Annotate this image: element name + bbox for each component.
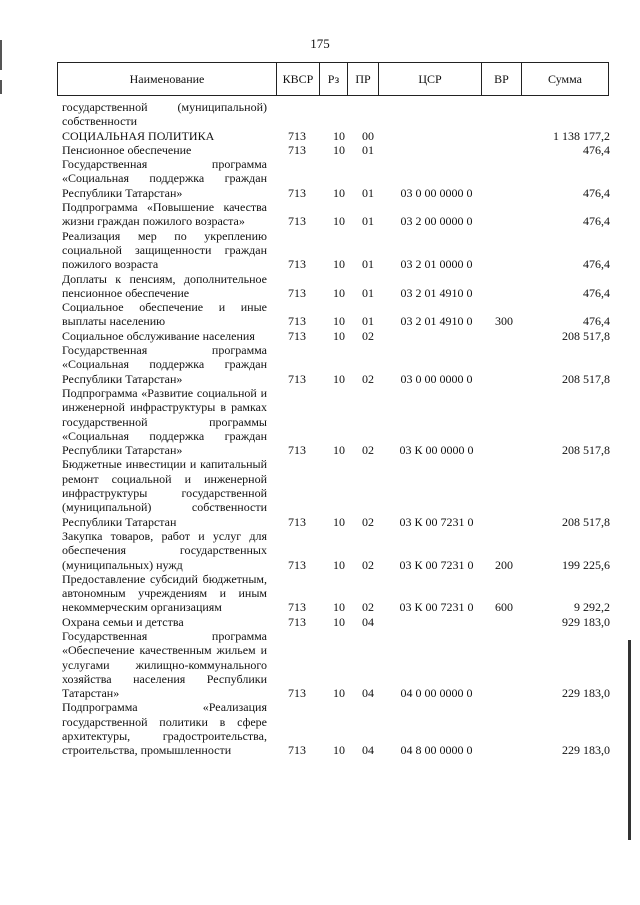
cell-pr: 02 — [362, 371, 374, 386]
cell-pr: 02 — [362, 328, 374, 343]
header-csr: ЦСР — [379, 63, 482, 95]
table-row — [62, 329, 610, 343]
cell-csr: 03 К 00 0000 0 — [399, 443, 474, 458]
cell-sum: 476,4 — [583, 214, 610, 229]
cell-csr: 03 0 00 0000 0 — [400, 185, 473, 200]
page-number: 175 — [310, 36, 330, 51]
cell-name: Охрана семьи и детства — [62, 614, 184, 629]
cell-rz: 10 — [333, 314, 345, 329]
cell-pr: 01 — [362, 214, 374, 229]
cell-name: Государственная программа «Социальная поддержка граждан Республики Татарстан» — [62, 343, 267, 386]
cell-sum: 476,4 — [583, 257, 610, 272]
cell-rz: 10 — [333, 257, 345, 272]
cell-pr: 00 — [362, 128, 374, 143]
cell-kvsr: 713 — [288, 128, 306, 143]
cell-sum: 476,4 — [583, 285, 610, 300]
cell-pr: 04 — [362, 686, 374, 701]
cell-kvsr: 713 — [288, 328, 306, 343]
cell-kvsr: 713 — [288, 514, 306, 529]
table-row — [62, 229, 610, 272]
cell-name: Подпрограмма «Повышение качества жизни граждан пожилого возраста» — [62, 200, 267, 229]
cell-pr: 01 — [362, 285, 374, 300]
cell-sum: 1 138 177,2 — [553, 128, 610, 143]
cell-sum: 476,4 — [583, 185, 610, 200]
header-pr: ПР — [348, 63, 379, 95]
cell-sum: 9 292,2 — [574, 600, 610, 615]
cell-csr: 03 2 01 0000 0 — [400, 257, 473, 272]
cell-rz: 10 — [333, 514, 345, 529]
header-vr: ВР — [482, 63, 522, 95]
cell-sum: 476,4 — [583, 142, 610, 157]
cell-rz: 10 — [333, 371, 345, 386]
table-header — [57, 62, 609, 96]
table-row — [62, 457, 610, 528]
cell-csr: 04 8 00 0000 0 — [400, 743, 473, 758]
cell-sum: 199 225,6 — [562, 557, 610, 572]
cell-kvsr: 713 — [288, 371, 306, 386]
cell-name: Бюджетные инвестиции и капитальный ремонт социальной и инженерной инфраструктуры государственной (муниципальной) собственности Республики Татарстан — [62, 457, 267, 529]
table-row — [62, 343, 610, 386]
header-name: Наименование — [58, 63, 277, 95]
cell-pr: 02 — [362, 443, 374, 458]
header-rz: Рз — [320, 63, 348, 95]
cell-csr: 03 2 00 0000 0 — [400, 214, 473, 229]
cell-kvsr: 713 — [288, 600, 306, 615]
cell-pr: 04 — [362, 614, 374, 629]
cell-name: государственной (муниципальной) собственности — [62, 100, 267, 129]
cell-name: Подпрограмма «Реализация государственной политики в сфере архитектуры, градостроительства, строительства, промышленности — [62, 700, 267, 758]
cell-name: Социальное обслуживание населения — [62, 328, 255, 343]
cell-name: Государственная программа «Социальная поддержка граждан Республики Татарстан» — [62, 157, 267, 200]
cell-rz: 10 — [333, 328, 345, 343]
cell-pr: 01 — [362, 257, 374, 272]
cell-kvsr: 713 — [288, 314, 306, 329]
cell-name: Подпрограмма «Развитие социальной и инженерной инфраструктуры в рамках государственной программы «Социальная поддержка граждан Республики Татарстан» — [62, 385, 267, 458]
table-row — [62, 157, 610, 200]
cell-kvsr: 713 — [288, 443, 306, 458]
cell-vr: 200 — [495, 557, 513, 572]
cell-sum: 208 517,8 — [562, 371, 610, 386]
cell-name: Доплаты к пенсиям, дополнительное пенсионное обеспечение — [62, 271, 267, 300]
cell-kvsr: 713 — [288, 285, 306, 300]
table-row — [62, 629, 610, 700]
cell-sum: 229 183,0 — [562, 743, 610, 758]
cell-kvsr: 713 — [288, 614, 306, 629]
cell-rz: 10 — [333, 600, 345, 615]
cell-kvsr: 713 — [288, 185, 306, 200]
cell-name: СОЦИАЛЬНАЯ ПОЛИТИКА — [62, 128, 215, 143]
scan-edge-left-2 — [0, 80, 2, 94]
cell-sum: 476,4 — [583, 314, 610, 329]
cell-csr: 03 2 01 4910 0 — [400, 285, 473, 300]
cell-kvsr: 713 — [288, 214, 306, 229]
table-row — [62, 386, 610, 457]
cell-kvsr: 713 — [288, 743, 306, 758]
cell-rz: 10 — [333, 557, 345, 572]
cell-csr: 03 К 00 7231 0 — [399, 600, 474, 615]
scan-edge-right — [628, 640, 631, 840]
cell-kvsr: 713 — [288, 557, 306, 572]
cell-csr: 03 К 00 7231 0 — [399, 557, 474, 572]
cell-kvsr: 713 — [288, 257, 306, 272]
cell-rz: 10 — [333, 142, 345, 157]
table-row — [62, 615, 610, 629]
cell-vr: 300 — [495, 314, 513, 329]
cell-pr: 04 — [362, 743, 374, 758]
cell-rz: 10 — [333, 614, 345, 629]
cell-pr: 02 — [362, 514, 374, 529]
cell-sum: 929 183,0 — [562, 614, 610, 629]
cell-csr: 04 0 00 0000 0 — [400, 686, 473, 701]
cell-pr: 02 — [362, 557, 374, 572]
cell-name: Государственная программа «Обеспечение качественным жильем и услугами жилищно-коммунального хозяйства населения Республики Татарстан» — [62, 628, 267, 701]
table-row — [62, 100, 610, 129]
cell-rz: 10 — [333, 128, 345, 143]
cell-rz: 10 — [333, 214, 345, 229]
cell-sum: 229 183,0 — [562, 686, 610, 701]
cell-pr: 01 — [362, 142, 374, 157]
cell-rz: 10 — [333, 443, 345, 458]
table-row — [62, 200, 610, 229]
cell-sum: 208 517,8 — [562, 443, 610, 458]
cell-csr: 03 К 00 7231 0 — [399, 514, 474, 529]
table-row — [62, 529, 610, 572]
cell-pr: 02 — [362, 600, 374, 615]
header-sum: Сумма — [548, 71, 582, 86]
table-row — [62, 700, 610, 757]
cell-csr: 03 0 00 0000 0 — [400, 371, 473, 386]
table-row — [62, 129, 610, 143]
cell-name: Закупка товаров, работ и услуг для обеспечения государственных (муниципальных) нужд — [62, 528, 267, 572]
cell-pr: 01 — [362, 314, 374, 329]
table-row — [62, 143, 610, 157]
cell-sum: 208 517,8 — [562, 514, 610, 529]
cell-sum: 208 517,8 — [562, 328, 610, 343]
table-body — [62, 100, 610, 758]
header-kvsr: КВСР — [277, 63, 320, 95]
cell-name: Предоставление субсидий бюджетным, автономным учреждениям и иным некоммерческим организациям — [62, 571, 267, 615]
cell-pr: 01 — [362, 185, 374, 200]
cell-rz: 10 — [333, 686, 345, 701]
cell-rz: 10 — [333, 285, 345, 300]
cell-vr: 600 — [495, 600, 513, 615]
table-row — [62, 572, 610, 615]
cell-name: Социальное обеспечение и иные выплаты населению — [62, 300, 267, 329]
cell-name: Реализация мер по укреплению социальной защищенности граждан пожилого возраста — [62, 228, 267, 272]
cell-rz: 10 — [333, 185, 345, 200]
table-row — [62, 272, 610, 301]
cell-csr: 03 2 01 4910 0 — [400, 314, 473, 329]
cell-name: Пенсионное обеспечение — [62, 142, 192, 157]
cell-rz: 10 — [333, 743, 345, 758]
cell-kvsr: 713 — [288, 686, 306, 701]
table-row — [62, 300, 610, 329]
cell-kvsr: 713 — [288, 142, 306, 157]
